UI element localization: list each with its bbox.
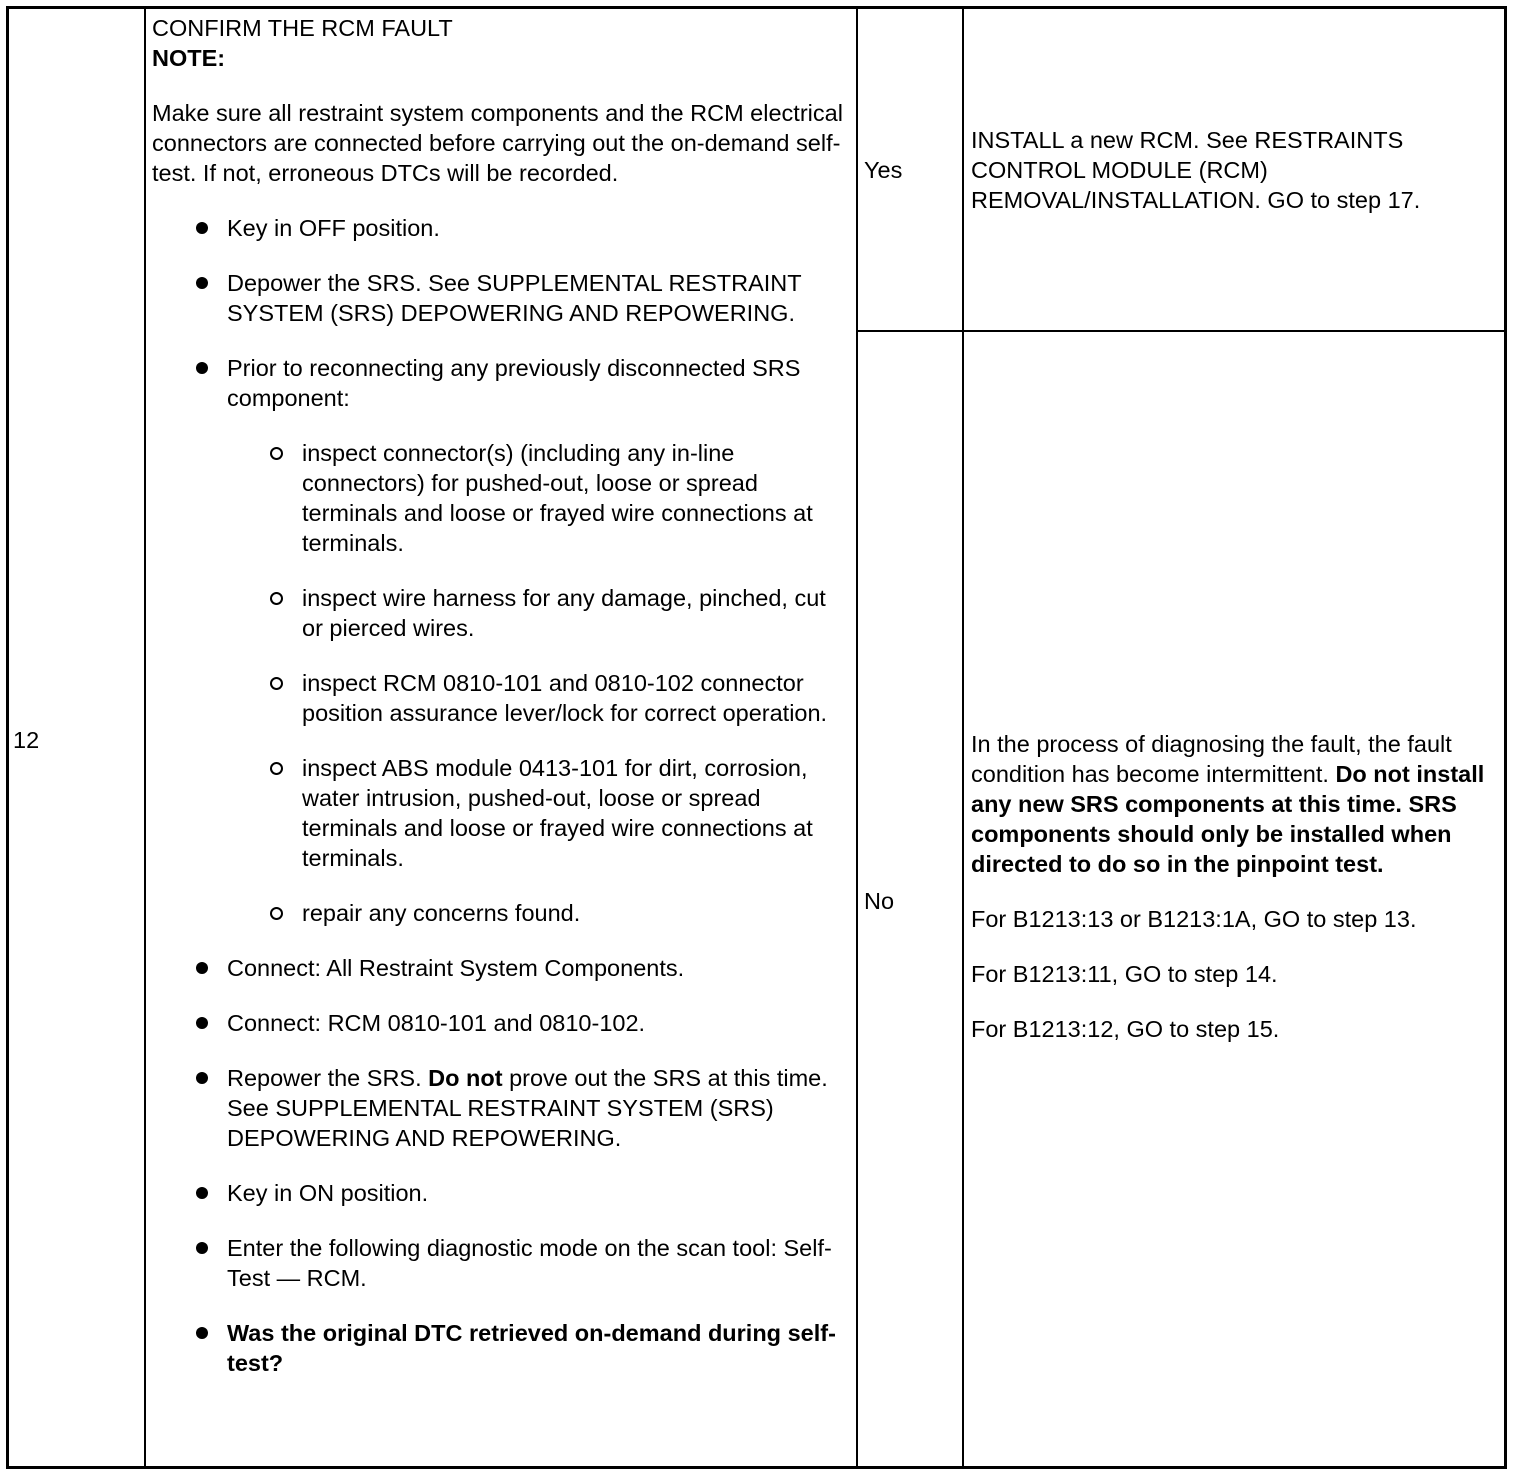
list-item-text: Prior to reconnecting any previously disconnected SRS component: xyxy=(227,355,801,411)
column-divider xyxy=(962,6,964,1469)
inspection-substeps xyxy=(227,438,847,928)
step-number: 12 xyxy=(13,727,40,753)
procedure-title: CONFIRM THE RCM FAULT xyxy=(152,15,453,41)
note-label: NOTE: xyxy=(152,45,226,71)
sub-list-item xyxy=(302,583,847,643)
sub-bullet-icon xyxy=(270,447,283,460)
list-item xyxy=(227,1063,847,1153)
list-item xyxy=(227,1008,847,1038)
result-yes-label: Yes xyxy=(864,157,903,183)
list-item-text: Key in OFF position. xyxy=(227,215,440,241)
sub-list-item-text: inspect ABS module 0413-101 for dirt, corrosion, water intrusion, pushed-out, loose or spread terminals and loose or frayed wire connections at terminals. xyxy=(302,755,813,871)
list-item-text: Enter the following diagnostic mode on the scan tool: Self-Test — RCM. xyxy=(227,1235,832,1291)
list-item-text-lead: Repower the SRS. xyxy=(227,1065,429,1091)
sub-list-item-text: inspect connector(s) (including any in-line connectors) for pushed-out, loose or spread terminals and loose or frayed wire connections at terminals. xyxy=(302,440,813,556)
bullet-icon xyxy=(196,1187,208,1199)
bullet-icon xyxy=(196,362,208,374)
list-item-text: Connect: RCM 0810-101 and 0810-102. xyxy=(227,1010,646,1036)
sub-list-item-text: repair any concerns found. xyxy=(302,900,581,926)
procedure-steps xyxy=(152,213,847,1378)
sub-bullet-icon xyxy=(270,592,283,605)
list-item-text-rest: prove out the SRS at this time. See SUPPLEMENTAL RESTRAINT SYSTEM (SRS) DEPOWERING AND REPOWERING. xyxy=(227,1065,828,1151)
sub-list-item-text: inspect RCM 0810-101 and 0810-102 connector position assurance lever/lock for correct operation. xyxy=(302,670,828,726)
sub-list-item-text: inspect wire harness for any damage, pinched, cut or pierced wires. xyxy=(302,585,826,641)
no-action-line: For B1213:12, GO to step 15. xyxy=(971,1016,1280,1042)
sub-bullet-icon xyxy=(270,762,283,775)
bullet-icon xyxy=(196,1072,208,1084)
column-divider xyxy=(144,6,146,1469)
list-item xyxy=(227,1178,847,1208)
sub-list-item xyxy=(302,668,847,728)
list-item xyxy=(227,353,847,928)
row-divider xyxy=(856,330,1506,332)
list-item-text: Depower the SRS. See SUPPLEMENTAL RESTRAINT SYSTEM (SRS) DEPOWERING AND REPOWERING. xyxy=(227,270,802,326)
bullet-icon xyxy=(196,962,208,974)
sub-bullet-icon xyxy=(270,907,283,920)
sub-list-item xyxy=(302,898,847,928)
list-item xyxy=(227,1233,847,1293)
sub-list-item xyxy=(302,753,847,873)
result-yes-action: INSTALL a new RCM. See RESTRAINTS CONTROL MODULE (RCM) REMOVAL/INSTALLATION. GO to step 17. xyxy=(971,127,1421,213)
list-item-text: Connect: All Restraint System Components. xyxy=(227,955,685,981)
column-divider xyxy=(856,6,858,1469)
no-action-line: For B1213:13 or B1213:1A, GO to step 13. xyxy=(971,906,1417,932)
no-action-line: For B1213:11, GO to step 14. xyxy=(971,961,1278,987)
list-item xyxy=(227,268,847,328)
no-action-text: In the process of diagnosing the fault, the fault condition has become intermittent. xyxy=(971,731,1452,787)
sub-bullet-icon xyxy=(270,677,283,690)
bullet-icon xyxy=(196,1242,208,1254)
result-no-label: No xyxy=(864,888,895,914)
bullet-icon xyxy=(196,1017,208,1029)
note-text: Make sure all restraint system components and the RCM electrical connectors are connected before carrying out the on-demand self-test. If not, erroneous DTCs will be recorded. xyxy=(152,100,843,186)
list-item-text: Key in ON position. xyxy=(227,1180,429,1206)
test-procedure xyxy=(152,13,847,1403)
list-item xyxy=(227,213,847,243)
bullet-icon xyxy=(196,222,208,234)
result-no-action xyxy=(971,729,1496,1069)
bullet-icon xyxy=(196,277,208,289)
list-item xyxy=(227,953,847,983)
list-item xyxy=(227,1318,847,1378)
sub-list-item xyxy=(302,438,847,558)
emphasis-text: Do not xyxy=(428,1065,503,1091)
bullet-icon xyxy=(196,1327,208,1339)
question-text: Was the original DTC retrieved on-demand during self-test? xyxy=(227,1320,836,1376)
no-action-warning: Do not install any new SRS components at this time. SRS components should only be installed when directed to do so in the pinpoint test. xyxy=(971,761,1485,877)
no-action-paragraph xyxy=(971,729,1496,879)
